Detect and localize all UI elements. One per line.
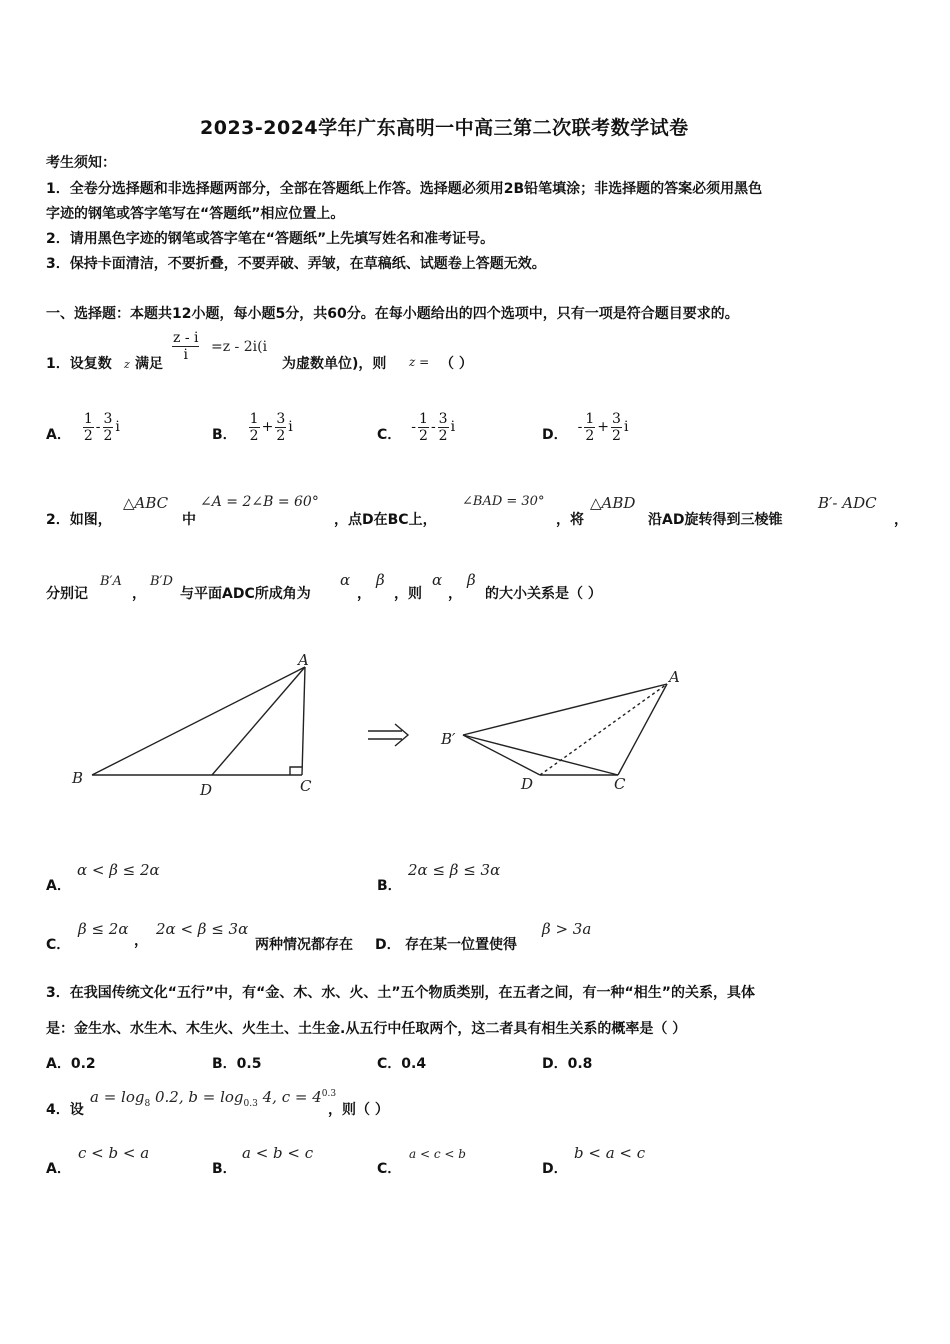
fig-label-c2: C xyxy=(614,775,626,793)
q3-option-b-label: B． xyxy=(212,1056,237,1072)
fig-arrow-head xyxy=(395,724,408,746)
q4-a-base: 8 xyxy=(144,1099,151,1109)
fig-edge-a2c xyxy=(618,684,667,775)
q3-option-d-label: D． xyxy=(542,1056,568,1072)
q3-option-c[interactable] xyxy=(377,1053,426,1073)
q2-angle-bad: ∠BAD = 30° xyxy=(462,494,545,509)
q3-line-2: 是：金生水、水生木、木生火、火生土、土生金.从五行中任取两个，这二者具有相生关系的概率是（ ） xyxy=(46,1021,687,1037)
q4-expression xyxy=(90,1088,336,1109)
notice-item-1-line-1: 1．全卷分选择题和非选择题两部分，全部在答题纸上作答。选择题必须用2B铅笔填涂；非选择题的答案必须用黑色 xyxy=(46,181,763,197)
q4-a-part: a = log xyxy=(90,1088,145,1106)
q4-option-d-expr: b < a < c xyxy=(574,1144,646,1162)
q4-b-arg: 4, c = 4 xyxy=(257,1088,322,1106)
q1-option-c[interactable] xyxy=(377,410,455,444)
q1-c-d2: 2 xyxy=(438,427,448,444)
q1-a-op: - xyxy=(95,419,101,435)
q1-c-n2: 3 xyxy=(438,410,448,427)
q1-eq-rhs: =z - 2i(i xyxy=(211,339,268,355)
q1-option-c-label: C． xyxy=(377,427,402,443)
q1-b-unit: i xyxy=(288,419,293,435)
q2-option-b-expr: 2α ≤ β ≤ 3α xyxy=(408,861,501,879)
q1-c-d1: 2 xyxy=(419,427,428,444)
q1-b-n1: 1 xyxy=(249,410,259,427)
q4-b-base: 0.3 xyxy=(243,1099,258,1109)
q1-a-n2: 3 xyxy=(103,410,113,427)
q2-option-d-label[interactable]: D． xyxy=(375,937,401,953)
q2-line2-prefix: 分别记 xyxy=(46,586,88,602)
q2-option-c-label[interactable]: C． xyxy=(46,937,71,953)
q2-bd: B′D xyxy=(150,574,173,589)
section-heading: 一、选择题：本题共12小题，每小题5分，共60分。在每小题给出的四个选项中，只有一项是符合题目要求的。 xyxy=(46,306,739,322)
fig-label-a: A xyxy=(298,651,309,669)
q1-a-n1: 1 xyxy=(83,410,93,427)
q1-suffix: 为虚数单位)，则 xyxy=(282,356,387,372)
q4-a-arg: 0.2, b = log xyxy=(150,1088,244,1106)
fig-label-c: C xyxy=(300,777,312,795)
q3-option-d[interactable] xyxy=(542,1053,592,1073)
q2-end: 的大小关系是（ ） xyxy=(485,586,602,602)
q3-option-b-value: 0.5 xyxy=(236,1056,262,1072)
q1-d-n2: 3 xyxy=(612,410,621,427)
q1-z-eq: z = xyxy=(409,355,430,369)
page-title: 2023-2024学年广东高明一中高三第二次联考数学试卷 xyxy=(200,117,689,139)
q2-option-a-label[interactable]: A． xyxy=(46,878,71,894)
q1-a-d1: 2 xyxy=(83,427,93,444)
q1-option-d-label: D． xyxy=(542,427,568,443)
q1-option-d[interactable] xyxy=(542,410,628,444)
fig-edge-b2d xyxy=(463,735,540,775)
q2-option-c-expr1: β ≤ 2α xyxy=(78,920,129,938)
notice-item-1-line-2: 字迹的钢笔或答字笔写在“答题纸”相应位置上。 xyxy=(46,206,345,222)
q2-option-c-expr2: 2α < β ≤ 3α xyxy=(156,920,249,938)
notice-item-2: 2．请用黑色字迹的钢笔或答字笔在“答题纸”上先填写姓名和准考证号。 xyxy=(46,231,495,247)
q3-option-a[interactable] xyxy=(46,1053,96,1073)
q1-c-n1: 1 xyxy=(419,410,428,427)
q2-option-b-label[interactable]: B． xyxy=(377,878,402,894)
q1-mid: 满足 xyxy=(135,356,163,372)
q1-d-d2: 2 xyxy=(612,427,621,444)
q1-option-b[interactable] xyxy=(212,410,293,444)
q4-option-b-expr: a < b < c xyxy=(242,1144,314,1162)
q3-line-1: 3．在我国传统文化“五行”中，有“金、木、水、火、土”五个物质类别，在五者之间，有一种“相生”的关系，具体 xyxy=(46,985,755,1001)
fig-label-b: B xyxy=(72,769,84,787)
q4-suffix: ，则（ ） xyxy=(328,1102,389,1118)
q1-prefix: 1．设复数 xyxy=(46,356,112,372)
q1-fraction xyxy=(172,330,199,363)
q2-beta-1: β xyxy=(376,571,385,589)
q4-option-a-expr: c < b < a xyxy=(78,1144,150,1162)
q2-comma: ， xyxy=(894,512,908,528)
fig-label-b-prime: B′ xyxy=(441,730,456,748)
q2-ze: ，则 xyxy=(394,586,422,602)
q2-sep: ， xyxy=(132,586,146,602)
fig-right-angle-mark xyxy=(290,767,302,775)
q2-zhong: 中 xyxy=(182,512,196,528)
q2-alpha-2: α xyxy=(432,571,443,589)
q3-option-a-label: A． xyxy=(46,1056,71,1072)
q2-rotate: 沿AD旋转得到三棱锥 xyxy=(648,512,783,528)
q2-sep-2: ， xyxy=(357,586,371,602)
q2-angle-eq: ∠A = 2∠B = 60° xyxy=(200,494,319,510)
q2-ba: B′A xyxy=(100,574,122,589)
q1-b-n2: 3 xyxy=(276,410,286,427)
q2-option-c-sep: ， xyxy=(134,933,148,949)
q2-pyramid: B′- ADC xyxy=(818,494,877,512)
fig-edge-ad xyxy=(212,667,305,775)
q1-b-d2: 2 xyxy=(276,427,286,444)
fig-label-a2: A xyxy=(669,668,680,686)
fig-edge-ad-hidden xyxy=(540,684,667,775)
q4-option-a-label[interactable]: A． xyxy=(46,1161,71,1177)
fig-edge-b2a xyxy=(463,684,667,735)
q4-prefix: 4．设 xyxy=(46,1102,84,1118)
q2-prefix: 2．如图， xyxy=(46,512,112,528)
notice-item-3: 3．保持卡面清洁，不要折叠，不要弄破、弄皱，在草稿纸、试题卷上答题无效。 xyxy=(46,256,546,272)
q4-c-exp: 0.3 xyxy=(321,1089,337,1099)
q3-option-b[interactable] xyxy=(212,1053,261,1073)
q2-sep-3: ， xyxy=(448,586,462,602)
q1-var-z: z xyxy=(124,358,130,371)
q1-d-sign: - xyxy=(577,419,583,435)
q1-d-op: + xyxy=(597,419,610,435)
q1-frac-den: i xyxy=(183,347,188,363)
q1-paren: （ ） xyxy=(440,356,473,372)
fig-label-d2: D xyxy=(521,775,534,793)
q1-a-unit: i xyxy=(115,419,120,435)
q1-b-op: + xyxy=(261,419,274,435)
q1-b-d1: 2 xyxy=(249,427,259,444)
q4-option-b-label[interactable]: B． xyxy=(212,1161,237,1177)
q2-point-d: ，点D在BC上， xyxy=(334,512,437,528)
q1-c-unit: i xyxy=(450,419,456,435)
fig-edge-ba xyxy=(92,667,305,775)
q2-alpha-1: α xyxy=(340,571,351,589)
q2-triangle-abd: △ABD xyxy=(590,494,636,512)
q2-jiang: ，将 xyxy=(556,512,584,528)
q1-frac-num: z - i xyxy=(173,330,199,346)
q3-option-d-value: 0.8 xyxy=(567,1056,593,1072)
q1-d-n1: 1 xyxy=(585,410,595,427)
fig-label-d: D xyxy=(200,781,213,799)
q2-beta-2: β xyxy=(467,571,476,589)
q1-option-a-label: A． xyxy=(46,427,71,443)
q2-option-a-expr: α < β ≤ 2α xyxy=(77,861,160,879)
q4-option-d-label[interactable]: D． xyxy=(542,1161,568,1177)
q1-option-a[interactable] xyxy=(46,410,120,444)
q1-d-unit: i xyxy=(623,419,629,435)
q1-d-d1: 2 xyxy=(585,427,595,444)
fig-edge-b2c xyxy=(463,735,618,775)
q4-option-c-expr: a < c < b xyxy=(409,1147,466,1161)
q1-c-sign: - xyxy=(411,419,417,435)
q2-figure xyxy=(0,640,950,810)
q1-c-op: - xyxy=(430,419,436,435)
q2-option-d-text: 存在某一位置使得 xyxy=(405,937,517,953)
q4-option-c-label[interactable]: C． xyxy=(377,1161,402,1177)
q3-option-c-value: 0.4 xyxy=(401,1056,427,1072)
q2-option-c-text: 两种情况都存在 xyxy=(255,937,353,953)
notice-heading: 考生须知： xyxy=(46,155,116,171)
q3-option-a-value: 0.2 xyxy=(70,1056,96,1072)
q3-option-c-label: C． xyxy=(377,1056,402,1072)
q2-plane: 与平面ADC所成角为 xyxy=(180,586,311,602)
fig-edge-ac xyxy=(302,667,305,775)
q2-triangle-abc: △ABC xyxy=(123,494,169,512)
q1-a-d2: 2 xyxy=(103,427,113,444)
q1-option-b-label: B． xyxy=(212,427,237,443)
q2-option-d-expr: β > 3a xyxy=(542,920,592,938)
